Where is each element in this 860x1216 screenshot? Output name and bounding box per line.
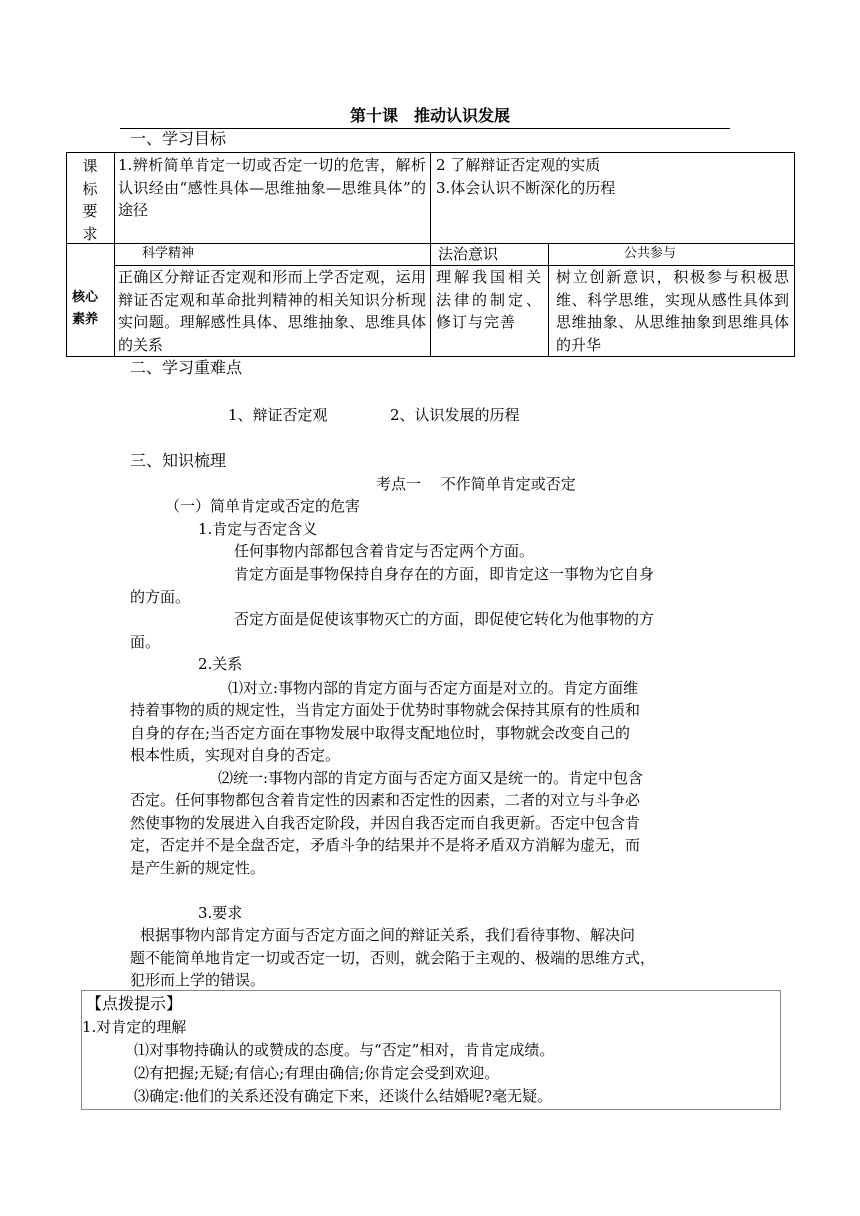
exam-point-heading: 考点一 不作简单肯定或否定	[376, 475, 576, 493]
tip-line: ⑴对事物持确认的或赞成的态度。与“否定”相对，肯肯定成绩。	[134, 1041, 555, 1059]
item-heading-1: 1.肯定与否定含义	[198, 520, 318, 538]
paragraph-line: 然使事物的发展进入自我否定阶段，并因自我否定而自我更新。否定中包含肯	[130, 814, 641, 832]
paragraph-line: 定，否定并不是全盘否定，矛盾斗争的结果并不是将矛盾双方消解为虚无，而	[130, 836, 641, 854]
table-border-right	[794, 152, 795, 357]
paragraph-line: 是产生新的规定性。	[130, 859, 266, 877]
tip-line: ⑵有把握;无疑;有信心;有理由确信;你肯定会受到欢迎。	[134, 1064, 500, 1082]
tip-item-heading: 1.对肯定的理解	[82, 1018, 187, 1036]
head-law: 法治意识	[438, 245, 499, 263]
goal-cell-right-2: 3.体会认识不断深化的历程	[436, 179, 616, 197]
paragraph-line: 否定。任何事物都包含着肯定性的因素和否定性的因素，二者的对立与斗争必	[130, 791, 641, 809]
paragraph-line: 任何事物内部都包含着肯定与否定两个方面。	[234, 542, 535, 560]
row-label-char: 课	[82, 157, 98, 175]
section-heading-knowledge: 三、知识梳理	[130, 451, 227, 470]
head-public: 公共参与	[624, 246, 677, 261]
goal-cell-left: 1.辨析简单肯定一切或否定一切的危害，解析认识经由“感性具体—思维抽象—思维具体”的途径	[118, 156, 426, 219]
paragraph-line: 面。	[130, 633, 161, 651]
table-divider-2	[548, 243, 549, 357]
tip-line: ⑶确定:他们的关系还没有确定下来，还谈什么结婚呢?毫无疑。	[134, 1087, 553, 1105]
table-divider-label	[114, 152, 115, 357]
row-label-core-2: 素养	[72, 312, 99, 327]
table-border-left	[66, 152, 67, 357]
body-science: 正确区分辩证否定观和形而上学否定观，运用辩证否定观和革命批判精神的相关知识分析现实问题。理解感性具体、思维抽象、思维具体的关系	[118, 268, 426, 354]
body-public: 树立创新意识，积极参与积极思维、科学思维，实现从感性具体到思维抽象、从思维抽象到思维具体的升华	[556, 268, 789, 354]
tip-title: 【点拨提示】	[86, 994, 183, 1013]
item-heading-2: 2.关系	[198, 655, 243, 673]
paragraph-line: 持着事物的质的规定性，当肯定方面处于优势时事物就会保持其原有的性质和	[130, 701, 641, 719]
paragraph-line: ⑵统一:事物内部的肯定方面与否定方面又是统一的。肯定中包含	[218, 769, 644, 787]
table-divider-1	[430, 152, 431, 357]
subheading-1: （一）简单肯定或否定的危害	[165, 497, 361, 515]
key-point-2: 2、认识发展的历程	[390, 406, 520, 424]
row-label-char: 求	[82, 224, 98, 243]
section-heading-goals: 一、学习目标	[130, 129, 227, 148]
row-label-course	[80, 155, 100, 245]
paragraph-line: 否定方面是促使该事物灭亡的方面，即促使它转化为他事物的方	[234, 610, 655, 628]
paragraph-line: 根据事物内部肯定方面与否定方面之间的辩证关系，我们看待事物、解决问	[140, 926, 636, 944]
key-point-1: 1、辩证否定观	[228, 406, 328, 424]
goal-cell-right-1: 2 了解辩证否定观的实质	[436, 156, 601, 174]
paragraph-line: ⑴对立:事物内部的肯定方面与否定方面是对立的。肯定方面维	[228, 679, 639, 697]
paragraph-line: 根本性质，实现对自身的否定。	[130, 746, 341, 764]
item-heading-3: 3.要求	[198, 904, 243, 922]
row-label-char: 要	[82, 202, 98, 220]
paragraph-line: 肯定方面是事物保持自身存在的方面，即肯定这一事物为它自身	[234, 565, 655, 583]
paragraph-line: 自身的存在;当否定方面在事物发展中取得支配地位时，事物就会改变自己的	[130, 724, 631, 742]
row-label-core-1: 核心	[72, 290, 99, 305]
paragraph-line: 的方面。	[130, 588, 191, 606]
row-label-char: 标	[82, 179, 98, 198]
body-law: 理解我国相关法律的制定、修订与完善	[436, 268, 542, 331]
paragraph-line: 犯形而上学的错误。	[130, 971, 266, 989]
paragraph-line: 题不能简单地肯定一切或否定一切，否则，就会陷于主观的、极端的思维方式，	[130, 949, 656, 967]
section-heading-key: 二、学习重难点	[130, 358, 243, 377]
head-science: 科学精神	[142, 246, 195, 261]
page-title: 第十课 推动认识发展	[349, 106, 510, 125]
